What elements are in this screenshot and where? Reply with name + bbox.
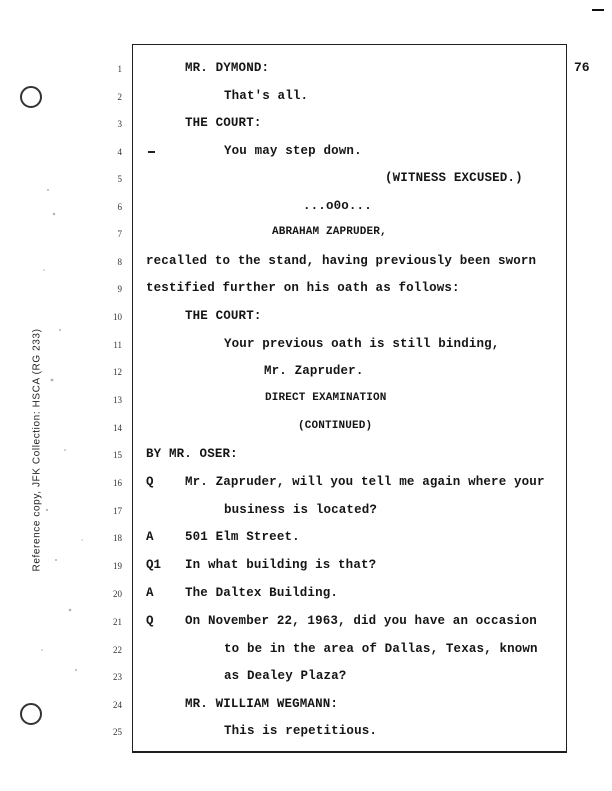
line-number: 7 [117, 229, 122, 239]
punch-hole-top [20, 86, 42, 108]
line-number: 3 [117, 119, 122, 129]
line-number: 2 [117, 92, 122, 102]
line-number: 19 [113, 561, 122, 571]
line-number: 22 [113, 645, 122, 655]
line-text: (CONTINUED) [298, 420, 373, 432]
corner-mark [592, 9, 604, 11]
line-text: The Daltex Building. [185, 586, 339, 600]
line-number: 18 [113, 533, 122, 543]
line-number: 20 [113, 589, 122, 599]
line-number: 15 [113, 450, 122, 460]
line-text: recalled to the stand, having previously been sworn [146, 254, 537, 268]
line-text: THE COURT: [185, 309, 262, 323]
line-number: 25 [113, 727, 122, 737]
margin-dash [148, 151, 155, 153]
line-number: 10 [113, 312, 122, 322]
speaker-label: A [146, 530, 154, 544]
line-number: 23 [113, 672, 122, 682]
speaker-label: A [146, 586, 154, 600]
collection-stamp [22, 250, 52, 650]
line-text: (WITNESS EXCUSED.) [385, 171, 523, 185]
line-number: 1 [117, 64, 122, 74]
page-number: 76 [574, 60, 590, 75]
line-number: 12 [113, 367, 122, 377]
line-number: 14 [113, 423, 122, 433]
line-text: ABRAHAM ZAPRUDER, [272, 226, 387, 238]
line-number: 17 [113, 506, 122, 516]
line-text: That's all. [224, 89, 309, 103]
line-number: 9 [117, 284, 122, 294]
collection-stamp-text: Reference copy, JFK Collection: HSCA (RG 233) [31, 328, 43, 572]
line-text: BY MR. OSER: [146, 447, 238, 461]
line-number: 24 [113, 700, 122, 710]
line-text: MR. DYMOND: [185, 61, 270, 75]
line-number: 13 [113, 395, 122, 405]
line-text: to be in the area of Dallas, Texas, known [224, 642, 538, 656]
speaker-label: Q [146, 614, 154, 628]
line-text: You may step down. [224, 144, 362, 158]
line-number: 6 [117, 202, 122, 212]
line-number: 8 [117, 257, 122, 267]
line-number: 21 [113, 617, 122, 627]
line-text: 501 Elm Street. [185, 530, 300, 544]
line-number: 16 [113, 478, 122, 488]
line-number: 4 [117, 147, 122, 157]
line-text: On November 22, 1963, did you have an occasion [185, 614, 537, 628]
line-text: Mr. Zapruder. [264, 364, 364, 378]
line-text: Your previous oath is still binding, [224, 337, 500, 351]
line-text: MR. WILLIAM WEGMANN: [185, 697, 339, 711]
speaker-label: Q [146, 475, 154, 489]
line-text: This is repetitious. [224, 724, 378, 738]
line-text: business is located? [224, 503, 378, 517]
line-text: THE COURT: [185, 116, 262, 130]
line-text: In what building is that? [185, 558, 377, 572]
line-text: ...o0o... [303, 199, 372, 213]
line-text: testified further on his oath as follows: [146, 281, 460, 295]
line-number: 5 [117, 174, 122, 184]
line-text: DIRECT EXAMINATION [265, 392, 387, 404]
line-number: 11 [113, 340, 122, 350]
line-text: Mr. Zapruder, will you tell me again where your [185, 475, 545, 489]
line-text: as Dealey Plaza? [224, 669, 347, 683]
speaker-label: Q1 [146, 558, 162, 572]
